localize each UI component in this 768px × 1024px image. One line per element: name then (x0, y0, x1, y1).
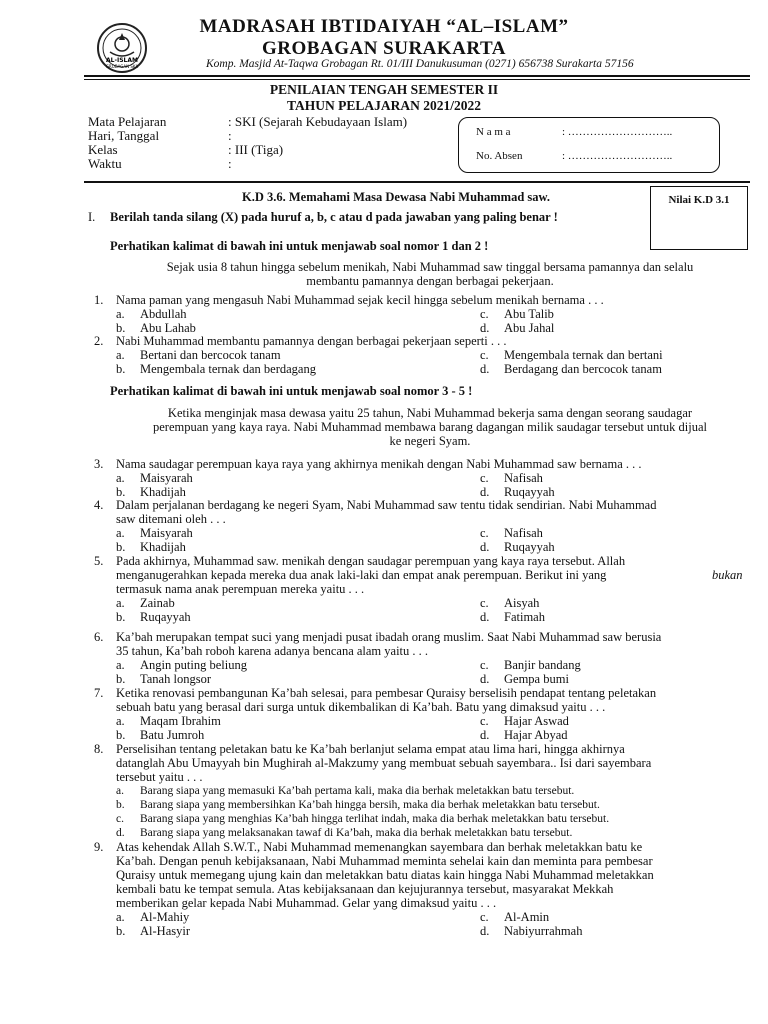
question-text: Atas kehendak Allah S.W.T., Nabi Muhammad memenangkan sayembara dan berhak meletakkan batu ke (116, 840, 643, 854)
option-text: Mengembala ternak dan berdagang (140, 362, 316, 376)
option-text: Bertani dan bercocok tanam (140, 348, 281, 362)
option-text: Mengembala ternak dan bertani (504, 348, 663, 362)
option-letter[interactable]: a. (116, 526, 125, 540)
option-letter[interactable]: d. (480, 672, 490, 686)
option-letter[interactable]: b. (116, 672, 126, 686)
option-letter[interactable]: c. (480, 471, 489, 485)
option-letter[interactable]: c. (480, 910, 489, 924)
passage-heading: Perhatikan kalimat di bawah ini untuk menjawab soal nomor 1 dan 2 ! (110, 239, 489, 253)
option-letter[interactable]: a. (116, 785, 124, 797)
question-text: tersebut yaitu . . . (116, 770, 203, 784)
option-text: Barang siapa yang membersihkan Ka’bah hingga bersih, maka dia berhak meletakkan batu tersebut. (140, 799, 600, 811)
school-name: MADRASAH IBTIDAIYAH “AL–ISLAM” (199, 16, 569, 37)
question-number: 6. (94, 630, 104, 644)
question-number: 1. (94, 293, 104, 307)
passage-line: ke negeri Syam. (389, 434, 471, 448)
option-letter[interactable]: b. (116, 610, 126, 624)
option-letter[interactable]: c. (480, 596, 489, 610)
option-text: Maisyarah (140, 526, 193, 540)
option-text: Banjir bandang (504, 658, 581, 672)
passage-heading: Perhatikan kalimat di bawah ini untuk menjawab soal nomor 3 - 5 ! (110, 384, 473, 398)
option-letter[interactable]: d. (480, 321, 490, 335)
question-text: memberikan gelar kepada Nabi Muhammad. Gelar yang dimaksud yaitu . . . (116, 896, 497, 910)
option-letter[interactable]: c. (480, 658, 489, 672)
question-number: 8. (94, 742, 104, 756)
option-text: Angin puting beliung (140, 658, 247, 672)
question-text: menganugerahkan kepada mereka dua anak laki-laki dan empat anak perempuan. Berikut ini yang (116, 568, 607, 582)
option-letter[interactable]: c. (480, 714, 489, 728)
option-letter[interactable]: d. (480, 924, 490, 938)
option-letter[interactable]: b. (116, 485, 126, 499)
kd-heading: K.D 3.6. Memahami Masa Dewasa Nabi Muhammad saw. (242, 190, 550, 204)
option-letter[interactable]: b. (116, 924, 126, 938)
question-text: Ka’bah. Dengan penuh kebijaksanaan, Nabi Muhammad meminta sehelai kain dan meminta para pembesar (116, 854, 653, 868)
meta-value: : (228, 156, 232, 171)
question-text: Perselisihan tentang peletakan batu ke Ka’bah berlanjut selama empat atau lima hari, hingga akhirnya (116, 742, 625, 756)
option-text: Aisyah (504, 596, 540, 610)
option-letter[interactable]: d. (480, 728, 490, 742)
meta-label: Hari, Tanggal (88, 128, 160, 143)
exam-title: PENILAIAN TENGAH SEMESTER II (269, 82, 499, 97)
question-number: 2. (94, 334, 104, 348)
question-text: Dalam perjalanan berdagang ke negeri Syam, Nabi Muhammad saw tentu tidak sendirian. Nabi Muhammad (116, 498, 657, 512)
option-letter[interactable]: a. (116, 658, 125, 672)
option-letter[interactable]: a. (116, 910, 125, 924)
meta-value: : SKI (Sejarah Kebudayaan Islam) (228, 114, 408, 129)
header-rule (84, 75, 750, 77)
logo-text: AL-ISLAM (106, 57, 138, 64)
meta-label: Kelas (88, 142, 118, 157)
question-text: saw ditemani oleh . . . (116, 512, 226, 526)
question-text: kembali batu ke tempat semula. Atas kebijaksanaan dan kejujurannya tersebut, masyarakat Mekkah (116, 882, 614, 896)
option-letter[interactable]: c. (480, 348, 489, 362)
section-number: I. (88, 210, 96, 224)
question-number: 4. (94, 498, 104, 512)
nilai-label: Nilai K.D 3.1 (668, 194, 730, 206)
option-text: Al-Mahiy (140, 910, 190, 924)
option-text: Ruqayyah (140, 610, 191, 624)
meta-label: Waktu (88, 156, 122, 171)
question-number: 5. (94, 554, 104, 568)
option-letter[interactable]: d. (480, 610, 490, 624)
school-address: Komp. Masjid At-Taqwa Grobagan Rt. 01/III Danukusuman (0271) 656738 Surakarta 57156 (206, 58, 634, 70)
question-text: datanglah Abu Umayyah bin Mughirah al-Makzumy yang membuat sebuah sayembara.. Isi dari sayembara (116, 756, 652, 770)
name-label: N a m a (476, 126, 511, 138)
option-text: Nafisah (504, 526, 543, 540)
absen-field[interactable]: : ……………………….. (562, 150, 673, 162)
option-letter[interactable]: c. (480, 307, 489, 321)
question-number: 3. (94, 457, 104, 471)
option-text: Abdullah (140, 307, 187, 321)
option-text: Khadijah (140, 540, 186, 554)
option-letter[interactable]: c. (116, 813, 124, 825)
meta-label: Mata Pelajaran (88, 114, 167, 129)
option-letter[interactable]: d. (480, 540, 490, 554)
option-text: Barang siapa yang memasuki Ka’bah pertama kali, maka dia berhak meletakkan batu tersebut. (140, 785, 575, 797)
emphasis-word: bukan (712, 568, 743, 582)
header-separator (84, 181, 750, 183)
option-letter[interactable]: a. (116, 471, 125, 485)
option-letter[interactable]: b. (116, 799, 125, 811)
option-text: Nabiyurrahmah (504, 924, 583, 938)
option-letter[interactable]: a. (116, 348, 125, 362)
option-text: Ruqayyah (504, 485, 555, 499)
option-letter[interactable]: b. (116, 540, 126, 554)
option-text: Al-Amin (504, 910, 550, 924)
option-letter[interactable]: c. (480, 526, 489, 540)
option-text: Hajar Aswad (504, 714, 569, 728)
option-letter[interactable]: a. (116, 307, 125, 321)
header-rule-thin (84, 79, 750, 80)
option-letter[interactable]: d. (116, 827, 125, 839)
question-number: 7. (94, 686, 104, 700)
passage-line: Sejak usia 8 tahun hingga sebelum menikah, Nabi Muhammad saw tinggal bersama pamannya dan selalu (166, 260, 694, 274)
absen-label: No. Absen (476, 150, 523, 162)
option-letter[interactable]: d. (480, 362, 490, 376)
question-number: 9. (94, 840, 104, 854)
option-text: Ruqayyah (504, 540, 555, 554)
meta-value: : (228, 128, 232, 143)
option-text: Fatimah (504, 610, 545, 624)
option-text: Nafisah (504, 471, 543, 485)
option-text: Hajar Abyad (504, 728, 568, 742)
meta-value: : III (Tiga) (228, 142, 284, 157)
option-text: Abu Talib (504, 307, 554, 321)
option-text: Berdagang dan bercocok tanam (504, 362, 662, 376)
option-text: Barang siapa yang menghias Ka’bah hingga terlihat indah, maka dia berhak meletakkan batu tersebut. (140, 813, 610, 825)
nilai-box[interactable] (650, 186, 748, 250)
question-text: sebuah batu yang berasal dari surga untuk dikembalikan di Ka’bah. Batu yang dimaksud yaitu . . . (116, 700, 606, 714)
question-text: Ka’bah merupakan tempat suci yang menjadi pusat ibadah orang muslim. Saat Nabi Muhammad saw berusia (116, 630, 662, 644)
option-text: Batu Jumroh (140, 728, 205, 742)
option-letter[interactable]: b. (116, 362, 126, 376)
option-letter[interactable]: a. (116, 596, 125, 610)
option-letter[interactable]: b. (116, 321, 126, 335)
question-text: Ketika renovasi pembangunan Ka’bah selesai, para pembesar Quraisy berselisih pendapat tentang peletakan (116, 686, 657, 700)
option-text: Maisyarah (140, 471, 193, 485)
question-text: Nama paman yang mengasuh Nabi Muhammad sejak kecil hingga sebelum menikah bernama . . . (116, 293, 604, 307)
option-text: Abu Jahal (504, 321, 555, 335)
exam-year: TAHUN PELAJARAN 2021/2022 (286, 98, 481, 113)
option-text: Maqam Ibrahim (140, 714, 221, 728)
option-text: Al-Hasyir (140, 924, 190, 938)
name-field[interactable]: : ……………………….. (562, 126, 673, 138)
passage-line: Ketika menginjak masa dewasa yaitu 25 tahun, Nabi Muhammad bekerja sama dengan seorang saudagar (167, 406, 693, 420)
option-letter[interactable]: b. (116, 728, 126, 742)
option-text: Khadijah (140, 485, 186, 499)
passage-line: membantu pamannya dengan berbagai pekerjaan. (306, 274, 554, 288)
option-text: Barang siapa yang melaksanakan tawaf di Ka’bah, maka dia berhak meletakkan batu tersebut. (140, 827, 573, 839)
school-location: GROBAGAN SURAKARTA (262, 38, 506, 59)
question-text: termasuk nama anak perempuan mereka yaitu . . . (116, 582, 365, 596)
question-text: 35 tahun, Ka’bah roboh karena adanya bencana alam yaitu . . . (116, 644, 429, 658)
option-text: Abu Lahab (140, 321, 196, 335)
question-text: Nabi Muhammad membantu pamannya dengan berbagai pekerjaan seperti . . . (116, 334, 507, 348)
question-text: Pada akhirnya, Muhammad saw. menikah dengan saudagar perempuan yang kaya raya tersebut. Allah (116, 554, 626, 568)
option-text: Tanah longsor (140, 672, 211, 686)
option-text: Gempa bumi (504, 672, 569, 686)
option-letter[interactable]: a. (116, 714, 125, 728)
option-letter[interactable]: d. (480, 485, 490, 499)
option-text: Zainab (140, 596, 175, 610)
logo-subtext: GROBAGAN SKA (105, 64, 139, 69)
question-text: Quraisy untuk memegang ujung kain dan meletakkan batu diatas kain hingga Nabi Muhammad meletakkan (116, 868, 654, 882)
question-text: Nama saudagar perempuan kaya raya yang akhirnya menikah dengan Nabi Muhammad saw bernama . . . (116, 457, 642, 471)
passage-line: perempuan yang kaya raya. Nabi Muhammad membawa barang dagangan milik saudagar tersebut untuk dijual (153, 420, 707, 434)
section-instruction: Berilah tanda silang (X) pada huruf a, b, c atau d pada jawaban yang paling benar ! (110, 210, 558, 224)
